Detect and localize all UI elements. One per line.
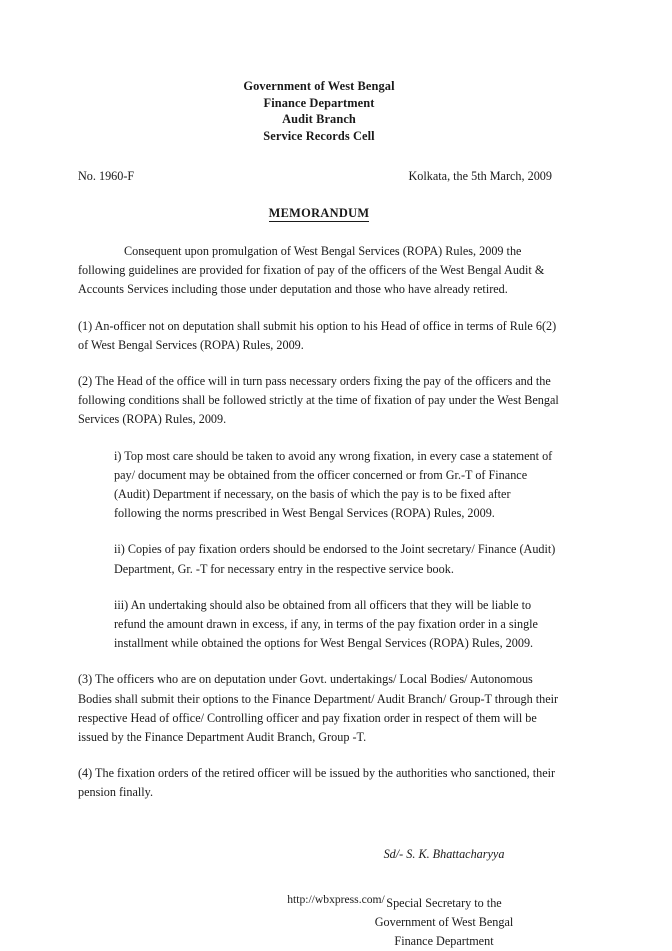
page-title: MEMORANDUM: [268, 206, 370, 220]
paragraph-4: (4) The fixation orders of the retired officer will be issued by the authorities who sanctioned, their pension finally.: [78, 766, 556, 800]
designation-line-3: Finance Department: [394, 934, 494, 949]
document-body: [78, 242, 560, 803]
letterhead-line-branch: Audit Branch: [282, 112, 356, 126]
letterhead: [78, 78, 560, 144]
sub-paragraph-iii: iii) An undertaking should also be obtained from all officers that they will be liable to refund the amount drawn in excess, if any, in terms of the pay fixation order in a single installment while obtained the options for West Bengal Services (ROPA) Rules, 2009.: [114, 597, 538, 651]
paragraph-3: (3) The officers who are on deputation under Govt. undertakings/ Local Bodies/ Autonomous Bodies shall submit their options to the Finance Department/ Audit Branch/ Group-T through their respective Head of office/ Controlling officer and pay fixation order in respect of them will be issued by the Finance Department Audit Branch, Group -T.: [78, 672, 559, 745]
document-title-wrapper: [78, 204, 560, 222]
memo-number: No. 1960-F: [78, 169, 135, 183]
paragraph-lead: Consequent upon promulgation of West Bengal Services (ROPA) Rules, 2009 the following guidelines are provided for fixation of pay of the officers of the West Bengal Audit & Accounts Services including those under deputation and those who have already retired.: [78, 244, 545, 297]
place-and-date: Kolkata, the 5th March, 2009: [408, 169, 552, 183]
signatory-name: Sd/- S. K. Bhattacharyya: [383, 846, 505, 861]
letterhead-line-government: Government of West Bengal: [243, 79, 395, 93]
paragraph-2: (2) The Head of the office will in turn pass necessary orders fixing the pay of the officers and the following conditions shall be followed strictly at the time of fixation of pay under the West Bengal Services (ROPA) Rules, 2009.: [78, 374, 559, 427]
paragraph-1: (1) An-officer not on deputation shall submit his option to his Head of office in terms of Rule 6(2) of West Bengal Services (ROPA) Rules, 2009.: [78, 318, 557, 352]
sub-paragraph-i: i) Top most care should be taken to avoid any wrong fixation, in every case a statement of pay/ document may be obtained from the officer concerned or from Gr.-T of Finance (Audit) Department if necessary, on the basis of which the pay is to be fixed after following the norms prescribed in West Bengal Services (ROPA) Rules, 2009.: [114, 448, 553, 521]
letterhead-line-cell: Service Records Cell: [263, 128, 375, 143]
footer-url: http://wbxpress.com/: [287, 893, 385, 906]
letterhead-line-department: Finance Department: [263, 95, 375, 110]
designation-line-1: Special Secretary to the: [386, 895, 502, 910]
sub-paragraph-ii: ii) Copies of pay fixation orders should be endorsed to the Joint secretary/ Finance (Audit) Department, Gr. -T for necessary entry in the respective service book.: [114, 542, 556, 576]
reference-row: [78, 168, 560, 184]
designation-line-2: Government of West Bengal: [374, 915, 514, 930]
